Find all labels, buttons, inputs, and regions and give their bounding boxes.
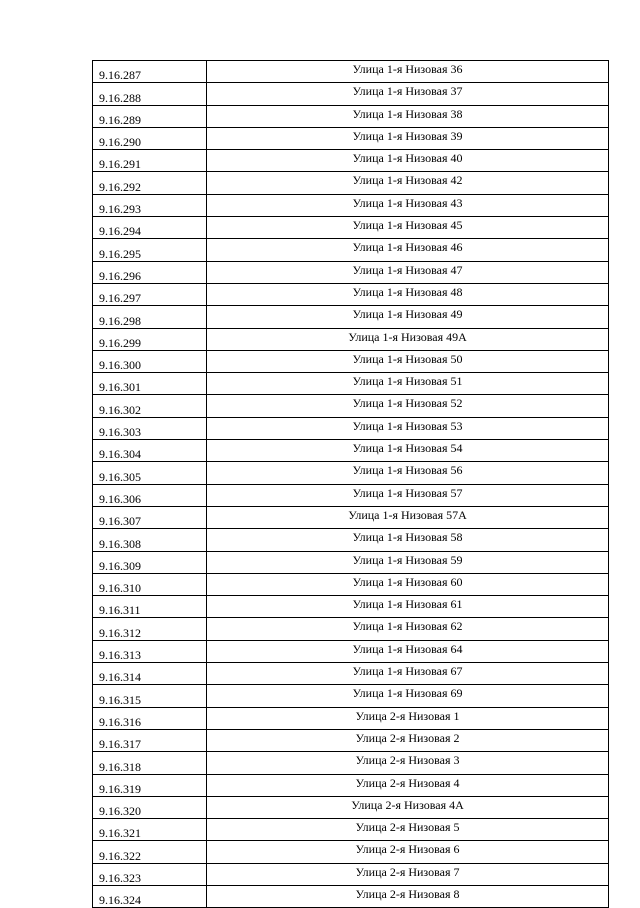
table-row bbox=[93, 796, 609, 818]
table-row bbox=[93, 885, 609, 907]
table-row bbox=[93, 462, 609, 484]
row-address: Улица 2-я Низовая 4А bbox=[207, 796, 609, 818]
row-address: Улица 2-я Низовая 7 bbox=[207, 863, 609, 885]
table-row bbox=[93, 105, 609, 127]
table-row bbox=[93, 618, 609, 640]
row-address: Улица 1-я Низовая 60 bbox=[207, 573, 609, 595]
row-code: 9.16.318 bbox=[93, 752, 207, 774]
row-address: Улица 1-я Низовая 53 bbox=[207, 417, 609, 439]
row-address: Улица 1-я Низовая 46 bbox=[207, 239, 609, 261]
row-code: 9.16.291 bbox=[93, 150, 207, 172]
row-code: 9.16.296 bbox=[93, 261, 207, 283]
table-row bbox=[93, 841, 609, 863]
row-code: 9.16.288 bbox=[93, 83, 207, 105]
row-code: 9.16.289 bbox=[93, 105, 207, 127]
table-row bbox=[93, 261, 609, 283]
row-code: 9.16.292 bbox=[93, 172, 207, 194]
row-address: Улица 2-я Низовая 5 bbox=[207, 819, 609, 841]
table-row bbox=[93, 350, 609, 372]
row-address: Улица 2-я Низовая 2 bbox=[207, 729, 609, 751]
address-table bbox=[92, 60, 609, 908]
row-code: 9.16.311 bbox=[93, 596, 207, 618]
table-row bbox=[93, 685, 609, 707]
table-row bbox=[93, 752, 609, 774]
table-row bbox=[93, 61, 609, 83]
row-code: 9.16.321 bbox=[93, 819, 207, 841]
row-address: Улица 1-я Низовая 59 bbox=[207, 551, 609, 573]
row-address: Улица 1-я Низовая 47 bbox=[207, 261, 609, 283]
row-code: 9.16.314 bbox=[93, 663, 207, 685]
row-code: 9.16.316 bbox=[93, 707, 207, 729]
table-row bbox=[93, 506, 609, 528]
row-code: 9.16.312 bbox=[93, 618, 207, 640]
row-address: Улица 1-я Низовая 37 bbox=[207, 83, 609, 105]
table-row bbox=[93, 328, 609, 350]
table-row bbox=[93, 819, 609, 841]
table-row bbox=[93, 596, 609, 618]
row-code: 9.16.310 bbox=[93, 573, 207, 595]
row-address: Улица 1-я Низовая 45 bbox=[207, 217, 609, 239]
row-code: 9.16.323 bbox=[93, 863, 207, 885]
row-address: Улица 1-я Низовая 69 bbox=[207, 685, 609, 707]
row-code: 9.16.295 bbox=[93, 239, 207, 261]
table-row bbox=[93, 529, 609, 551]
row-address: Улица 1-я Низовая 49 bbox=[207, 306, 609, 328]
row-address: Улица 2-я Низовая 8 bbox=[207, 885, 609, 907]
table-row bbox=[93, 127, 609, 149]
row-code: 9.16.324 bbox=[93, 885, 207, 907]
row-address: Улица 1-я Низовая 56 bbox=[207, 462, 609, 484]
row-address: Улица 1-я Низовая 39 bbox=[207, 127, 609, 149]
table-row bbox=[93, 83, 609, 105]
row-address: Улица 1-я Низовая 52 bbox=[207, 395, 609, 417]
table-row bbox=[93, 551, 609, 573]
table-row bbox=[93, 172, 609, 194]
table-row bbox=[93, 217, 609, 239]
row-address: Улица 1-я Низовая 38 bbox=[207, 105, 609, 127]
row-code: 9.16.308 bbox=[93, 529, 207, 551]
table-row bbox=[93, 373, 609, 395]
row-address: Улица 2-я Низовая 1 bbox=[207, 707, 609, 729]
row-code: 9.16.298 bbox=[93, 306, 207, 328]
row-address: Улица 1-я Низовая 42 bbox=[207, 172, 609, 194]
row-code: 9.16.319 bbox=[93, 774, 207, 796]
table-row bbox=[93, 150, 609, 172]
row-code: 9.16.313 bbox=[93, 640, 207, 662]
address-table-body bbox=[93, 61, 609, 908]
table-row bbox=[93, 417, 609, 439]
table-row bbox=[93, 863, 609, 885]
row-code: 9.16.301 bbox=[93, 373, 207, 395]
table-row bbox=[93, 484, 609, 506]
row-code: 9.16.320 bbox=[93, 796, 207, 818]
row-code: 9.16.290 bbox=[93, 127, 207, 149]
row-code: 9.16.294 bbox=[93, 217, 207, 239]
row-address: Улица 1-я Низовая 48 bbox=[207, 283, 609, 305]
table-row bbox=[93, 306, 609, 328]
table-row bbox=[93, 573, 609, 595]
row-address: Улица 1-я Низовая 67 bbox=[207, 663, 609, 685]
row-code: 9.16.297 bbox=[93, 283, 207, 305]
row-code: 9.16.293 bbox=[93, 194, 207, 216]
row-address: Улица 1-я Низовая 49А bbox=[207, 328, 609, 350]
table-row bbox=[93, 239, 609, 261]
row-address: Улица 2-я Низовая 6 bbox=[207, 841, 609, 863]
row-code: 9.16.317 bbox=[93, 729, 207, 751]
row-address: Улица 1-я Низовая 36 bbox=[207, 61, 609, 83]
row-code: 9.16.315 bbox=[93, 685, 207, 707]
row-address: Улица 1-я Низовая 61 bbox=[207, 596, 609, 618]
row-address: Улица 1-я Низовая 62 bbox=[207, 618, 609, 640]
table-row bbox=[93, 194, 609, 216]
table-row bbox=[93, 395, 609, 417]
table-row bbox=[93, 640, 609, 662]
row-address: Улица 1-я Низовая 50 bbox=[207, 350, 609, 372]
row-code: 9.16.299 bbox=[93, 328, 207, 350]
row-address: Улица 1-я Низовая 57А bbox=[207, 506, 609, 528]
table-row bbox=[93, 283, 609, 305]
table-row bbox=[93, 729, 609, 751]
row-code: 9.16.309 bbox=[93, 551, 207, 573]
row-code: 9.16.304 bbox=[93, 440, 207, 462]
row-address: Улица 1-я Низовая 40 bbox=[207, 150, 609, 172]
row-address: Улица 1-я Низовая 51 bbox=[207, 373, 609, 395]
table-row bbox=[93, 440, 609, 462]
row-address: Улица 1-я Низовая 43 bbox=[207, 194, 609, 216]
row-code: 9.16.303 bbox=[93, 417, 207, 439]
table-row bbox=[93, 707, 609, 729]
row-code: 9.16.307 bbox=[93, 506, 207, 528]
row-address: Улица 2-я Низовая 3 bbox=[207, 752, 609, 774]
row-address: Улица 1-я Низовая 54 bbox=[207, 440, 609, 462]
row-code: 9.16.322 bbox=[93, 841, 207, 863]
row-address: Улица 1-я Низовая 64 bbox=[207, 640, 609, 662]
row-code: 9.16.306 bbox=[93, 484, 207, 506]
row-code: 9.16.287 bbox=[93, 61, 207, 83]
table-row bbox=[93, 774, 609, 796]
row-code: 9.16.302 bbox=[93, 395, 207, 417]
row-code: 9.16.305 bbox=[93, 462, 207, 484]
row-address: Улица 1-я Низовая 58 bbox=[207, 529, 609, 551]
table-row bbox=[93, 663, 609, 685]
row-address: Улица 2-я Низовая 4 bbox=[207, 774, 609, 796]
row-address: Улица 1-я Низовая 57 bbox=[207, 484, 609, 506]
row-code: 9.16.300 bbox=[93, 350, 207, 372]
